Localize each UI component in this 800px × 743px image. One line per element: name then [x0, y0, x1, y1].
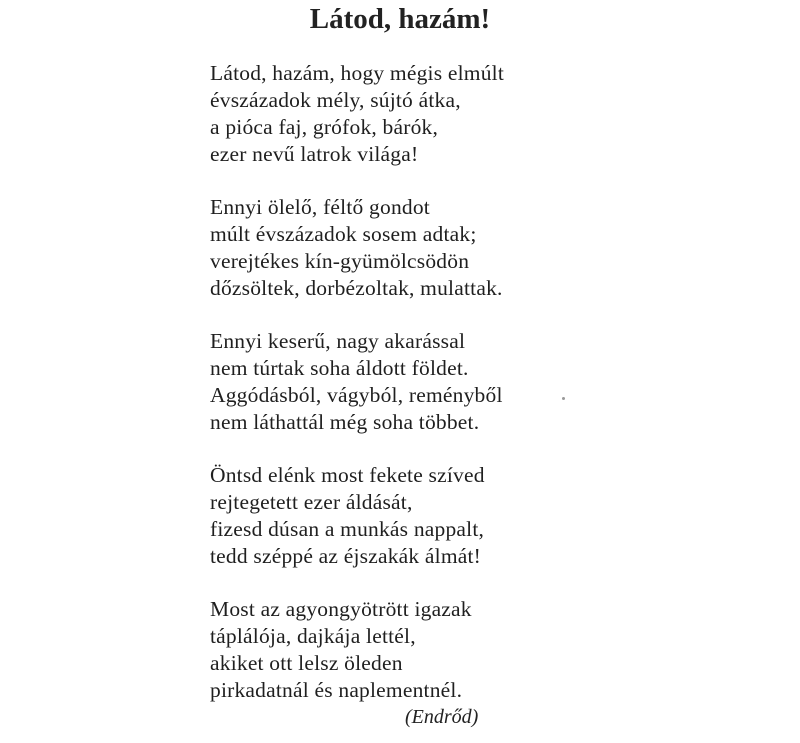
poem-line: dőzsöltek, dorbézoltak, mulattak. [210, 276, 503, 300]
poem-line: akiket ott lelsz öleden [210, 651, 403, 675]
poem-line: Öntsd elénk most fekete szíved [210, 463, 485, 487]
poem-line: táplálója, dajkája lettél, [210, 624, 416, 648]
poem-line: Ennyi ölelő, féltő gondot [210, 195, 430, 219]
scan-speck [562, 397, 565, 400]
poem-line: nem túrtak soha áldott földet. [210, 356, 469, 380]
poem-title: Látod, hazám! [309, 3, 491, 35]
poem-line: nem láthattál még soha többet. [210, 410, 480, 434]
poem-line: évszázadok mély, sújtó átka, [210, 88, 461, 112]
stanza [210, 462, 590, 570]
poem-line: ezer nevű latrok világa! [210, 142, 419, 166]
poem-line: múlt évszázadok sosem adtak; [210, 222, 477, 246]
poem-author: (Endrőd) [405, 706, 479, 728]
stanza [210, 596, 590, 704]
poem-line: verejtékes kín-gyümölcsödön [210, 249, 470, 273]
poem-line: pirkadatnál és naplementnél. [210, 678, 463, 702]
poem-line: Aggódásból, vágyból, reményből [210, 383, 503, 407]
poem-line: rejtegetett ezer áldását, [210, 490, 413, 514]
poem-line: tedd széppé az éjszakák álmát! [210, 544, 482, 568]
stanza [210, 60, 590, 168]
poem-line: a pióca faj, grófok, bárók, [210, 115, 439, 139]
poem-line: fizesd dúsan a munkás nappalt, [210, 517, 485, 541]
stanza [210, 194, 590, 302]
stanza [210, 328, 590, 436]
poem-line: Ennyi keserű, nagy akarással [210, 329, 466, 353]
poem-body [210, 60, 590, 730]
poem-line: Most az agyongyötrött igazak [210, 597, 472, 621]
poem-line: Látod, hazám, hogy mégis elmúlt [210, 61, 504, 85]
